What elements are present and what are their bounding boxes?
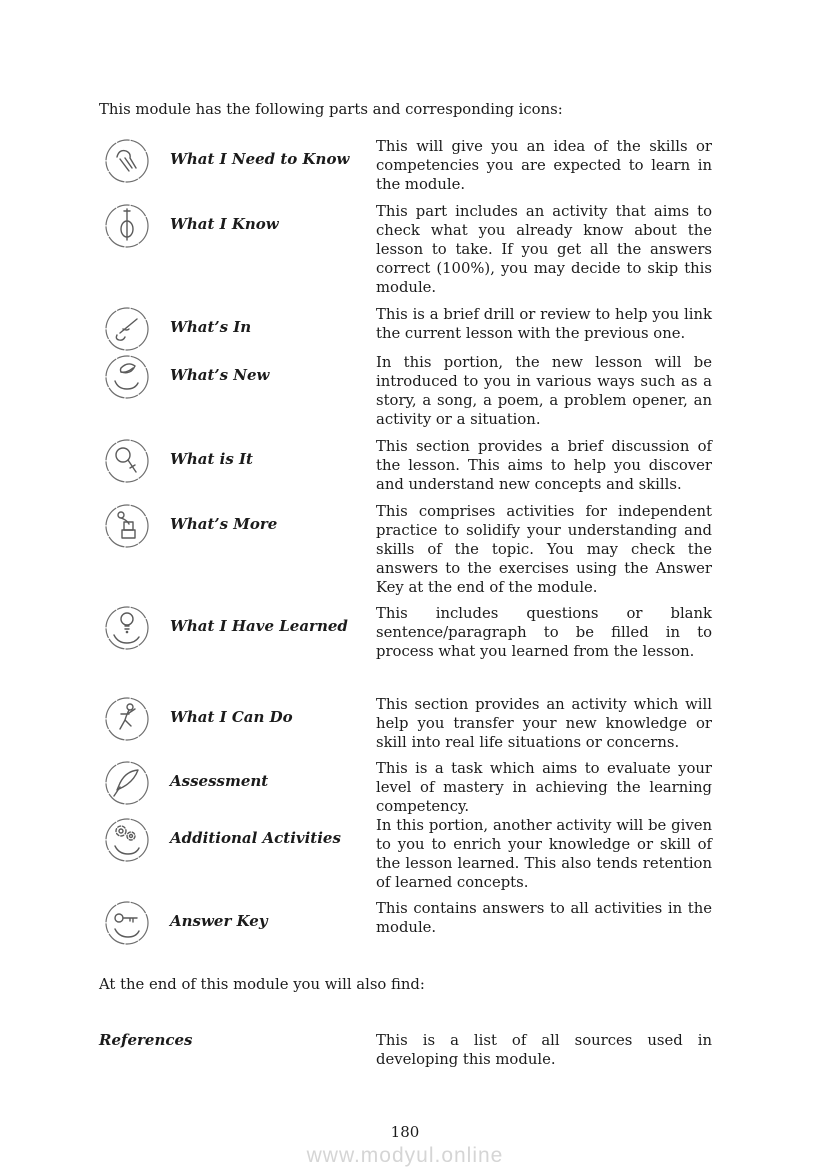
part-label: What’s More [170, 515, 278, 533]
closing-text: At the end of this module you will also find: [99, 976, 425, 993]
hand-pen-icon [103, 305, 151, 353]
references-label: References [99, 1031, 193, 1049]
module-part-row [99, 899, 711, 947]
module-part-row [99, 502, 711, 597]
module-part-row [99, 202, 711, 297]
leaf-hand-icon [103, 353, 151, 401]
magnifier-icon [103, 437, 151, 485]
part-description: This will give you an idea of the skills or competencies you are expected to learn in the module. [376, 138, 712, 193]
part-label: What I Need to Know [170, 150, 350, 168]
part-description: This part includes an activity that aims to check what you already know about the lesson to take. If you get all the answers correct (100%), you may decide to skip this module. [376, 203, 712, 296]
part-description: This includes questions or blank sentence/paragraph to be filled in to process what you learned from the lesson. [376, 605, 712, 660]
part-label: Answer Key [170, 912, 268, 930]
page-number: 180 [390, 1123, 420, 1141]
part-description: This contains answers to all activities in the module. [376, 900, 712, 936]
key-hand-icon [103, 899, 151, 947]
module-part-row [99, 353, 711, 429]
part-label: What I Know [170, 215, 279, 233]
part-description: This comprises activities for independent practice to solidify your understanding and skills of the topic. You may check the answers to the exercises using the Answer Key at the end of the module. [376, 503, 712, 596]
part-label: What is It [170, 450, 253, 468]
person-desk-icon [103, 502, 151, 550]
person-icon [103, 695, 151, 743]
pointing-hand-icon [103, 137, 151, 185]
part-description: This is a brief drill or review to help you link the current lesson with the previous one. [376, 306, 712, 342]
part-label: What’s New [170, 366, 270, 384]
quill-icon [103, 759, 151, 807]
part-description: In this portion, another activity will be given to you to enrich your knowledge or skill of the lesson learned. This also tends retention of learned concepts. [376, 817, 712, 891]
watermark: www.modyul.online [306, 1144, 504, 1167]
module-part-row [99, 137, 711, 194]
bulb-hand-icon [103, 604, 151, 652]
part-label: What I Have Learned [170, 617, 348, 635]
references-row [99, 1031, 711, 1069]
part-label: Additional Activities [170, 829, 341, 847]
module-part-row [99, 759, 711, 816]
module-part-row [99, 695, 711, 752]
intro-text: This module has the following parts and corresponding icons: [99, 101, 563, 118]
part-description: This section provides a brief discussion of the lesson. This aims to help you discover and understand new concepts and skills. [376, 438, 712, 493]
module-part-row [99, 604, 711, 661]
module-part-row [99, 305, 711, 353]
part-description: In this portion, the new lesson will be introduced to you in various ways such as a story, a song, a poem, a problem opener, an activity or a situation. [376, 354, 712, 428]
part-label: What’s In [170, 318, 252, 336]
gears-hand-icon [103, 816, 151, 864]
standing-pen-icon [103, 202, 151, 250]
module-part-row [99, 816, 711, 892]
references-description: This is a list of all sources used in developing this module. [376, 1032, 712, 1068]
module-part-row [99, 437, 711, 494]
part-label: What I Can Do [170, 708, 293, 726]
part-label: Assessment [170, 772, 269, 790]
part-description: This section provides an activity which will help you transfer your new knowledge or skill into real life situations or concerns. [376, 696, 712, 751]
part-description: This is a task which aims to evaluate your level of mastery in achieving the learning competency. [376, 760, 712, 815]
